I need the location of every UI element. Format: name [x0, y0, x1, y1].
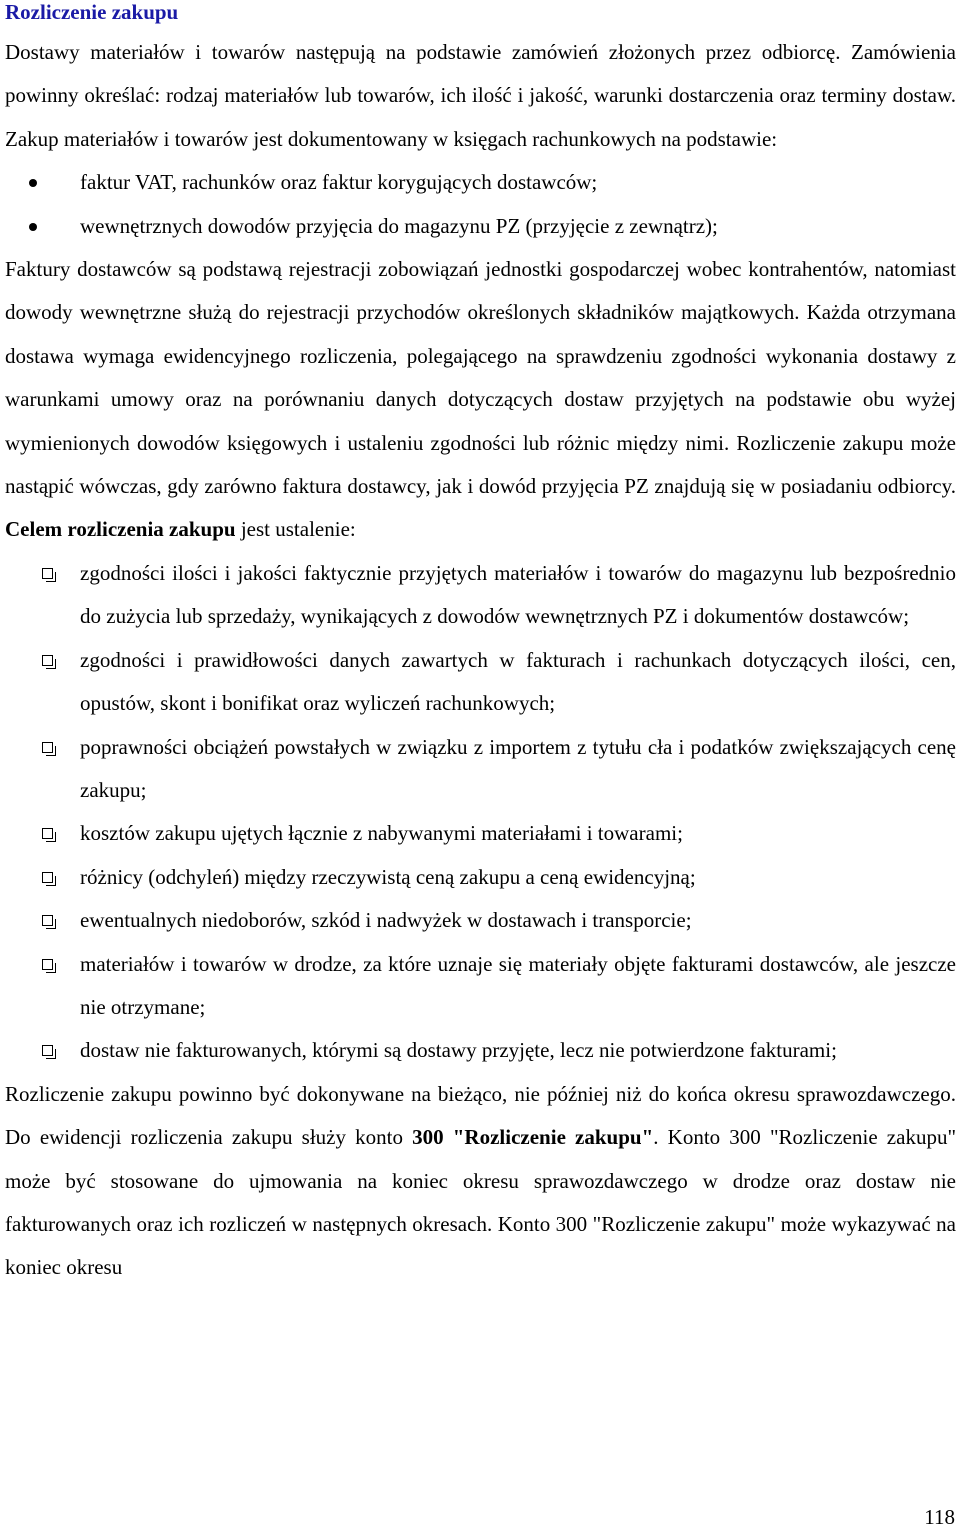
checkbox-bullet-icon: [42, 959, 53, 970]
list-item-text: kosztów zakupu ujętych łącznie z nabywanymi materiałami i towarami;: [80, 821, 683, 846]
paragraph-text: Rozliczenie zakupu powinno być dokonywane na bieżąco, nie później niż do końca okresu sprawozdawczego. Do ewidencji rozliczenia zakupu służy konto: [5, 1081, 956, 1150]
list-item: [5, 726, 956, 813]
list-item: [5, 1029, 956, 1072]
emphasis-text: 300 "Rozliczenie zakupu": [412, 1125, 654, 1150]
list-item: [5, 552, 956, 639]
checkbox-bullet-icon: [42, 915, 53, 926]
list-item: [5, 812, 956, 855]
checkbox-bullet-icon: [42, 655, 53, 666]
paragraph-text: Faktury dostawców są podstawą rejestracji zobowiązań jednostki gospodarczej wobec kontrahentów, natomiast dowody wewnętrzne służą do rejestracji przychodów określonych składników majątkowych. Każda otrzymana dostawa wymaga ewidencyjnego rozliczenia, polegającego na sprawdzeniu zgodności wykonania dostawy z warunkami umowy oraz na porównaniu danych dotyczących dostaw przyjętych na podstawie obu wyżej wymienionych dowodów księgowych i ustaleniu zgodności lub różnic między nimi. Rozliczenie zakupu może nastąpić wówczas, gdy zarówno faktura dostawcy, jak i dowód przyjęcia PZ znajdują się w posiadaniu odbiorcy.: [5, 257, 956, 499]
list-item: [5, 639, 956, 726]
body-paragraph: [5, 1073, 956, 1290]
list-item: [5, 205, 956, 248]
document-source-list: [5, 161, 956, 248]
list-item: [5, 899, 956, 942]
settlement-goals-list: [5, 552, 956, 1073]
section-title: Rozliczenie zakupu: [5, 0, 179, 24]
checkbox-bullet-icon: [42, 568, 53, 579]
emphasis-text: Celem rozliczenia zakupu: [5, 517, 236, 542]
list-item-text: dostaw nie fakturowanych, którymi są dostawy przyjęte, lecz nie potwierdzone fakturami;: [80, 1038, 837, 1063]
list-item: [5, 943, 956, 1030]
checkbox-bullet-icon: [42, 872, 53, 883]
bullet-icon: [29, 223, 37, 231]
checkbox-bullet-icon: [42, 742, 53, 753]
intro-paragraph: Dostawy materiałów i towarów następują na podstawie zamówień złożonych przez odbiorcę. Zamówienia powinny określać: rodzaj materiałów lub towarów, ich ilość i jakość, warunki dostarczenia oraz terminy dostaw. Zakup materiałów i towarów jest dokumentowany w księgach rachunkowych na podstawie:: [5, 40, 956, 151]
list-item-text: materiałów i towarów w drodze, za które uznaje się materiały objęte fakturami dostawców, ale jeszcze nie otrzymane;: [80, 951, 956, 1019]
list-item-text: poprawności obciążeń powstałych w związku z importem z tytułu cła i podatków zwiększających cenę zakupu;: [80, 734, 956, 802]
paragraph-text: jest ustalenie:: [235, 517, 356, 542]
page-number: 118: [924, 1505, 955, 1529]
paragraph-text: . Konto 300 "Rozliczenie zakupu" może być stosowane do ujmowania na koniec okresu sprawozdawczego w drodze oraz dostaw nie fakturowanych oraz ich rozliczeń w następnych okresach. Konto 300 "Rozliczenie zakupu" może wykazywać na koniec okresu: [5, 1125, 957, 1280]
list-item-text: zgodności ilości i jakości faktycznie przyjętych materiałów i towarów do magazynu lub bezpośrednio do zużycia lub sprzedaży, wynikających z dowodów wewnętrznych PZ i dokumentów dostawców;: [80, 560, 956, 629]
checkbox-bullet-icon: [42, 828, 53, 839]
list-item-text: zgodności i prawidłowości danych zawartych w fakturach i rachunkach dotyczących ilości, cen, opustów, skont i bonifikat oraz wyliczeń rachunkowych;: [80, 647, 956, 716]
body-paragraph: [5, 248, 956, 552]
list-item: [5, 856, 956, 899]
list-item-text: faktur VAT, rachunków oraz faktur korygujących dostawców;: [80, 170, 598, 195]
list-item: [5, 161, 956, 204]
list-item-text: wewnętrznych dowodów przyjęcia do magazynu PZ (przyjęcie z zewnątrz);: [80, 213, 718, 238]
list-item-text: ewentualnych niedoborów, szkód i nadwyżek w dostawach i transporcie;: [80, 908, 692, 933]
document-page: [5, 0, 956, 1290]
list-item-text: różnicy (odchyleń) między rzeczywistą ceną zakupu a ceną ewidencyjną;: [80, 864, 696, 889]
checkbox-bullet-icon: [42, 1045, 53, 1056]
bullet-icon: [29, 179, 37, 187]
